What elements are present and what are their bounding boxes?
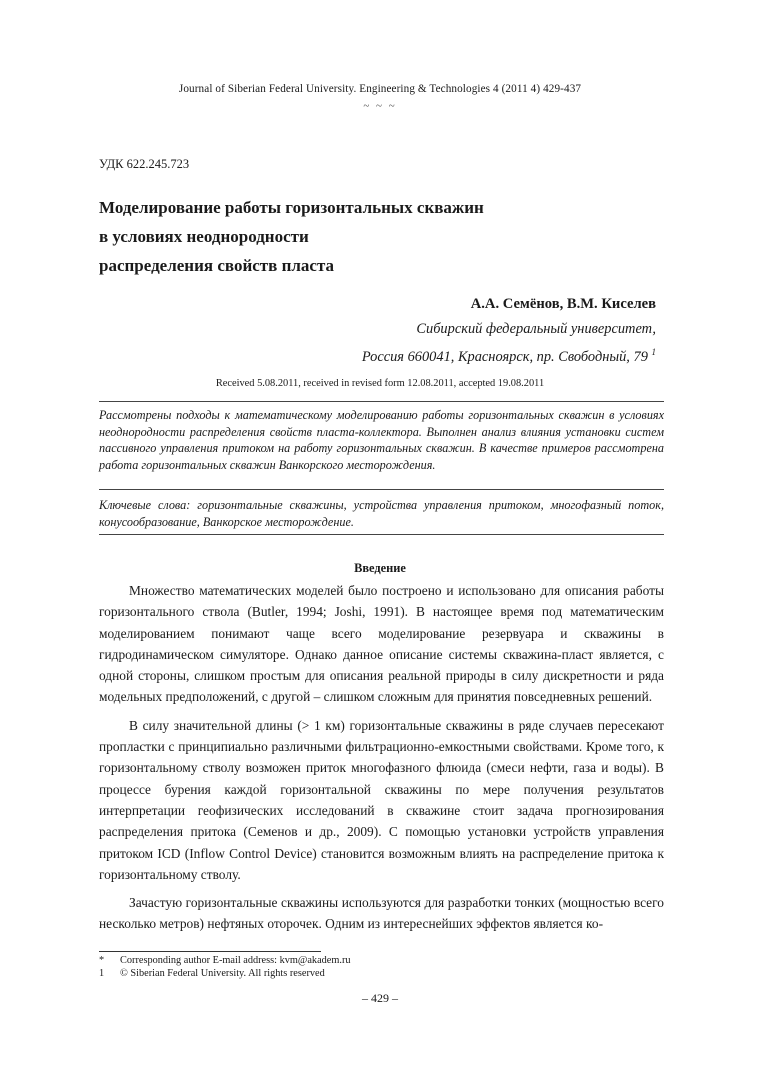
affiliation bbox=[362, 318, 656, 369]
paragraph-1: Множество математических моделей было построено и использовано для описания работы горизонтального ствола (Butler, 1994; Joshi, 1991). В настоящее время под математическим моделированием понимают чаще всего моделирование резервуара и скважины в гидродинамическом симуляторе. Однако данное описание системы скважина-пласт является, с одной стороны, слишком простым для описания реальной природы в силу дискретности и ряда модельных предположений, с другой – слишком сложным для принятия повседневных решений. bbox=[99, 583, 664, 705]
abstract-bottom-rule bbox=[99, 534, 664, 535]
footnote-rule bbox=[99, 951, 321, 952]
received-dates: Received 5.08.2011, received in revised form 12.08.2011, accepted 19.08.2011 bbox=[215, 378, 545, 389]
title-line-2: в условиях неоднородности bbox=[99, 227, 309, 246]
footnote-text: Corresponding author E-mail address: kvm@akadem.ru bbox=[120, 955, 351, 966]
footnote-text: © Siberian Federal University. All rights reserved bbox=[120, 968, 325, 979]
footnote-copyright bbox=[99, 967, 659, 980]
authors: А.А. Семёнов, В.М. Киселев bbox=[470, 296, 656, 312]
keywords: Ключевые слова: горизонтальные скважины, устройства управления притоком, многофазный поток, конусообразование, Ванкорское месторождение. bbox=[99, 498, 664, 529]
affiliation-footnote-mark: 1 bbox=[651, 347, 656, 357]
body-text bbox=[99, 580, 664, 935]
footnote-mark: * bbox=[99, 955, 105, 966]
keywords-divider bbox=[99, 489, 664, 490]
footnote-mark: 1 bbox=[99, 968, 105, 979]
affiliation-line-2 bbox=[362, 341, 656, 369]
page-number: – 429 – bbox=[362, 991, 398, 1005]
paragraph-3: Зачастую горизонтальные скважины используются для разработки тонких (мощностью всего несколько метров) нефтяных оторочек. Одним из интереснейших эффектов является ко- bbox=[99, 895, 664, 932]
title-line-3: распределения свойств пласта bbox=[99, 256, 335, 275]
abstract-top-rule bbox=[99, 401, 664, 402]
affiliation-address: Россия 660041, Красноярск, пр. Свободный, 79 bbox=[361, 348, 648, 365]
title-line-1: Моделирование работы горизонтальных скважин bbox=[99, 198, 484, 217]
affiliation-line-1: Сибирский федеральный университет, bbox=[416, 321, 656, 337]
paper-title bbox=[99, 193, 659, 280]
section-title: Введение bbox=[354, 561, 406, 575]
journal-header: Journal of Siberian Federal University. Engineering & Technologies 4 (2011 4) 429-437 bbox=[178, 83, 582, 95]
paragraph-2: В силу значительной длины (> 1 км) горизонтальные скважины в ряде случаев пересекают пропластки с принципиально различными фильтрационно-емкостными свойствами. Кроме того, к горизонтальному стволу возможен приток многофазного флюида (смеси нефти, газа и воды). В процессе бурения каждой горизонтальной скважины по мере получения результатов интерпретации геофизических исследований в скважине стоит задача прогнозирования распределения притока (Семенов и др., 2009). С помощью установки устройств управления притоком ICD (Inflow Control Device) становится возможным влиять на распределение притока к горизонтальному стволу. bbox=[99, 717, 664, 882]
udc-code: УДК 622.245.723 bbox=[99, 157, 190, 171]
header-ornament: ~ ~ ~ bbox=[363, 100, 397, 112]
footnotes bbox=[99, 954, 659, 980]
footnote-corresponding bbox=[99, 954, 659, 967]
abstract: Рассмотрены подходы к математическому моделированию работы горизонтальных скважин в условиях неоднородности распределения свойств пласта-коллектора. Выполнен анализ влияния установки систем пассивного управления притоком на работу горизонтальных скважин. В качестве примеров рассмотрена работа горизонтальных скважин Ванкорского месторождения. bbox=[99, 408, 664, 472]
